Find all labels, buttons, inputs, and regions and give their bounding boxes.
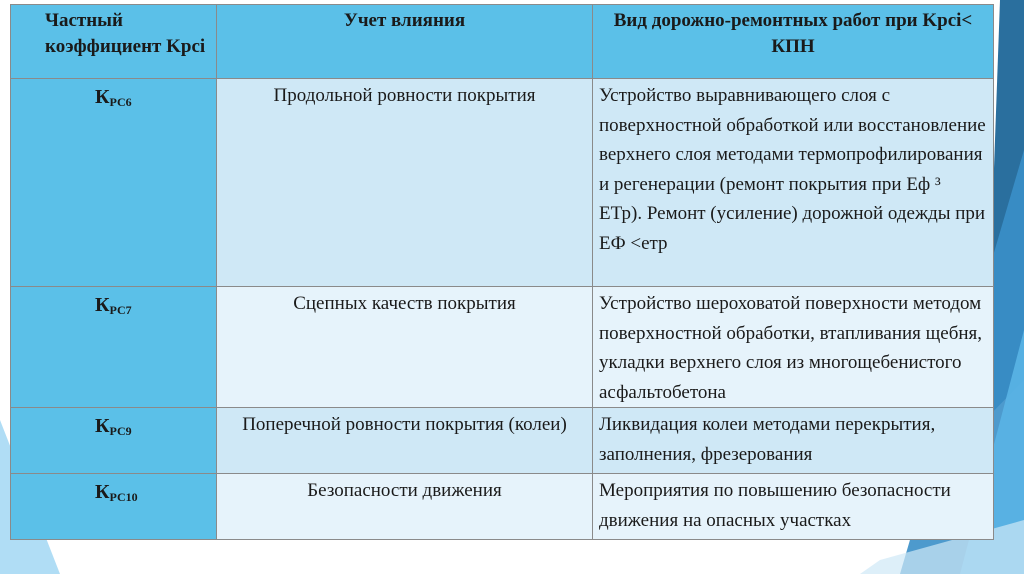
header-influence: Учет влияния [217, 5, 593, 79]
table-row [11, 79, 994, 287]
coefficient-symbol: К [95, 86, 110, 108]
coefficient-cell [11, 79, 217, 287]
header-row [11, 5, 994, 79]
influence-cell: Поперечной ровности покрытия (колеи) [217, 408, 593, 474]
coefficient-cell [11, 287, 217, 408]
header-work-type: Вид дорожно-ремонтных работ при Kpci< КПН [593, 5, 994, 79]
coefficient-cell [11, 474, 217, 540]
table-row [11, 474, 994, 540]
coefficient-symbol: К [95, 415, 110, 437]
work-cell: Мероприятия по повышению безопасности движения на опасных участках [593, 474, 994, 540]
influence-cell: Сцепных качеств покрытия [217, 287, 593, 408]
coefficient-subscript: РС10 [109, 490, 138, 504]
table-row [11, 287, 994, 408]
work-cell: Ликвидация колеи методами перекрытия, заполнения, фрезерования [593, 408, 994, 474]
coefficient-cell [11, 408, 217, 474]
coefficient-symbol: К [95, 481, 110, 503]
influence-cell: Безопасности движения [217, 474, 593, 540]
table-row [11, 408, 994, 474]
coefficient-symbol: К [95, 294, 110, 316]
work-cell: Устройство выравнивающего слоя с поверхностной обработкой или восстановление верхнего слоя методами термопрофилирования и регенерации (ремонт покрытия при Еф ³ ЕТр). Ремонт (усиление) дорожной одежды при ЕФ <етр [593, 79, 994, 287]
influence-cell: Продольной ровности покрытия [217, 79, 593, 287]
repair-works-table [10, 4, 994, 540]
coefficient-subscript: РС6 [109, 95, 132, 109]
header-coefficient: Частный коэффициент Kpci [11, 5, 217, 79]
coefficient-subscript: РС9 [109, 424, 132, 438]
work-cell: Устройство шероховатой поверхности методом поверхностной обработки, втапливания щебня, укладки верхнего слоя из многощебенистого асфальтобетона [593, 287, 994, 408]
coefficient-subscript: РС7 [109, 303, 132, 317]
